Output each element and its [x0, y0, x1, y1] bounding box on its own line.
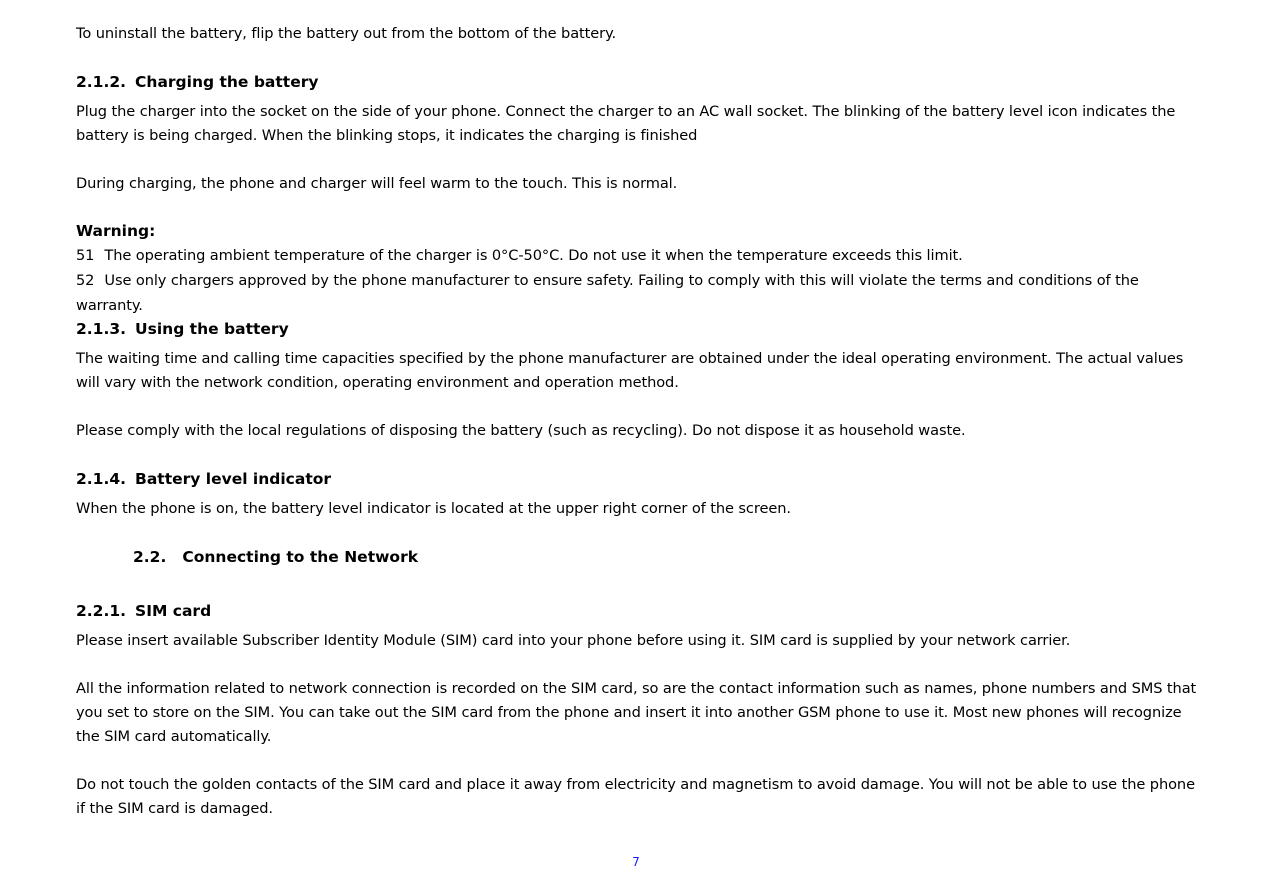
list-item: 52 Use only chargers approved by the phone manufacturer to ensure safety. Failing to comply with this will violate the terms and conditions of the warranty.	[76, 272, 1139, 314]
section-number: 2.1.2.	[76, 73, 127, 91]
section-title: Battery level indicator	[135, 470, 332, 488]
section-heading-2-2	[76, 545, 1200, 569]
paragraph: All the information related to network connection is recorded on the SIM card, so are the contact information such as names, phone numbers and SMS that you set to store on the SIM. You can take out the SIM card from the phone and insert it into another GSM phone to use it. Most new phones will recognize the SIM card automatically.	[76, 680, 1197, 745]
list-item: 51 The operating ambient temperature of the charger is 0°C-50°C. Do not use it when the temperature exceeds this limit.	[76, 247, 963, 264]
paragraph: Do not touch the golden contacts of the SIM card and place it away from electricity and magnetism to avoid damage. You will not be able to use the phone if the SIM card is damaged.	[76, 776, 1195, 817]
page-number: 7	[632, 855, 640, 869]
section-heading-2-1-2	[76, 70, 1200, 94]
paragraph: Please comply with the local regulations of disposing the battery (such as recycling). Do not dispose it as household waste.	[76, 422, 966, 439]
paragraph: Please insert available Subscriber Identity Module (SIM) card into your phone before using it. SIM card is supplied by your network carrier.	[76, 632, 1071, 649]
section-number: 2.1.3.	[76, 320, 127, 338]
section-title: Connecting to the Network	[182, 548, 419, 566]
section-number: 2.2.1.	[76, 602, 127, 620]
paragraph: Plug the charger into the socket on the side of your phone. Connect the charger to an AC wall socket. The blinking of the battery level icon indicates the battery is being charged. When the blinking stops, it indicates the charging is finished	[76, 103, 1176, 144]
section-title: SIM card	[135, 602, 212, 620]
section-heading-2-2-1	[76, 599, 1200, 623]
section-heading-2-1-4	[76, 467, 1200, 491]
section-number: 2.2.	[133, 548, 167, 566]
intro-paragraph: To uninstall the battery, flip the battery out from the bottom of the battery.	[76, 25, 617, 42]
section-title: Charging the battery	[135, 73, 319, 91]
paragraph: When the phone is on, the battery level indicator is located at the upper right corner of the screen.	[76, 500, 791, 517]
paragraph: During charging, the phone and charger will feel warm to the touch. This is normal.	[76, 175, 678, 192]
section-heading-2-1-3	[76, 317, 1200, 341]
section-number: 2.1.4.	[76, 470, 127, 488]
warning-heading: Warning:	[76, 222, 156, 240]
warning-list	[76, 243, 1200, 318]
paragraph: The waiting time and calling time capacities specified by the phone manufacturer are obtained under the ideal operating environment. The actual values will vary with the network condition, operating environment and operation method.	[76, 350, 1184, 391]
section-title: Using the battery	[135, 320, 289, 338]
